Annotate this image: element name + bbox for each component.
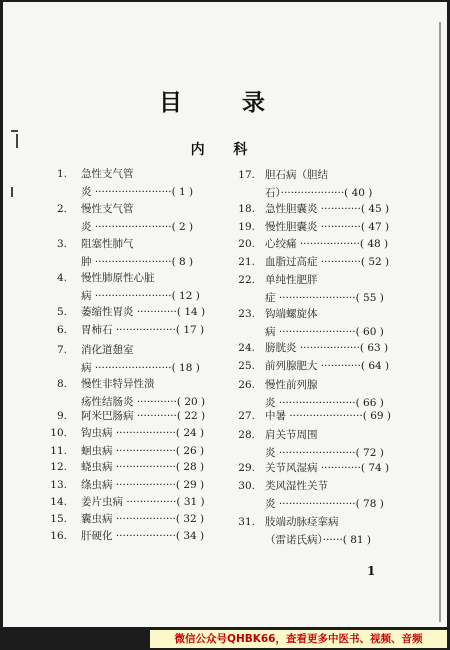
toc-entry-number: 31. — [238, 516, 255, 528]
toc-entry-number: 22. — [238, 274, 255, 286]
toc-entry-number: 12. — [50, 461, 67, 473]
toc-entry-number: 20. — [238, 238, 255, 250]
toc-entry-text: 钩虫病 ··················( 24 ) — [81, 427, 205, 439]
toc-entry-number: 9. — [56, 410, 67, 422]
document-page — [3, 2, 447, 627]
toc-entry-number: 5. — [56, 306, 67, 318]
toc-entry-number: 19. — [238, 221, 255, 233]
toc-entry-number: 8. — [56, 378, 67, 390]
watermark-banner: 微信公众号QHBK66，查看更多中医书、视频、音频 — [150, 630, 447, 648]
toc-entry-text: 血脂过高症 ············( 52 ) — [265, 256, 390, 268]
toc-entry-text: 炎 ·······················( 78 ) — [265, 498, 384, 510]
toc-entry-text: 慢性胆囊炎 ············( 47 ) — [265, 221, 390, 233]
toc-entry-text: 消化道憩室 — [81, 344, 134, 356]
toc-entry-number: 29. — [238, 462, 255, 474]
toc-entry-text: 萎缩性胃炎 ············( 14 ) — [81, 306, 206, 318]
toc-entry-number: 11. — [50, 445, 67, 457]
toc-entry-text: 蛔虫病 ··················( 26 ) — [81, 445, 205, 457]
toc-entry-text: 胆石病（胆结 — [265, 169, 328, 181]
scan-mark — [11, 130, 18, 132]
toc-entry-number: 30. — [238, 480, 255, 492]
toc-entry-text: 类风湿性关节 — [265, 480, 328, 492]
scan-mark — [11, 187, 13, 197]
toc-entry-text: 肩关节周围 — [265, 429, 318, 441]
toc-entry-text: 心绞痛 ··················( 48 ) — [265, 238, 389, 250]
toc-entry-number: 14. — [50, 496, 67, 508]
toc-entry-text: 炎 ·······················( 1 ) — [81, 186, 194, 198]
page-number: 1 — [367, 564, 376, 578]
toc-entry-number: 13. — [50, 479, 67, 491]
toc-entry-number: 6. — [56, 324, 67, 336]
page-title: 目 录 — [158, 89, 291, 116]
toc-entry-number: 4. — [56, 272, 67, 284]
section-heading: 内 科 — [190, 142, 260, 158]
toc-entry-text: 囊虫病 ··················( 32 ) — [81, 513, 205, 525]
toc-entry-text: 慢性非特异性溃 — [81, 378, 155, 390]
toc-entry-number: 25. — [238, 360, 255, 372]
toc-entry-text: 病 ·······················( 60 ) — [265, 326, 384, 338]
toc-entry-text: 急性胆囊炎 ············( 45 ) — [265, 203, 390, 215]
toc-entry-text: 症 ·······················( 55 ) — [265, 292, 384, 304]
toc-entry-text: 单纯性肥胖 — [265, 274, 318, 286]
toc-entry-number: 3. — [56, 238, 67, 250]
toc-entry-number: 17. — [238, 169, 255, 181]
toc-entry-number: 10. — [50, 427, 67, 439]
toc-entry-text: 肿 ·······················( 8 ) — [81, 256, 194, 268]
toc-entry-number: 27. — [238, 410, 255, 422]
toc-entry-text: 炎 ·······················( 2 ) — [81, 221, 194, 233]
toc-entry-text: 病 ·······················( 12 ) — [81, 290, 200, 302]
toc-entry-number: 23. — [238, 308, 255, 320]
toc-entry-text: 钩端螺旋体 — [265, 308, 318, 320]
toc-entry-number: 2. — [56, 203, 67, 215]
toc-entry-text: 炎 ·······················( 72 ) — [265, 447, 384, 459]
toc-entry-number: 28. — [238, 429, 255, 441]
toc-entry-number: 7. — [56, 344, 67, 356]
toc-entry-text: 肝硬化 ··················( 34 ) — [81, 530, 205, 542]
toc-entry-text: 疡性结肠炎 ············( 20 ) — [81, 396, 206, 408]
toc-entry-text: 关节风湿病 ············( 74 ) — [265, 462, 390, 474]
toc-entry-text: 急性支气管 — [81, 168, 134, 180]
toc-entry-number: 1. — [56, 168, 67, 180]
toc-entry-text: 绦虫病 ··················( 29 ) — [81, 479, 205, 491]
toc-entry-text: 中暑 ······················( 69 ) — [265, 410, 391, 422]
toc-entry-text: 慢性肺原性心脏 — [81, 272, 155, 284]
toc-entry-number: 26. — [238, 379, 255, 391]
toc-entry-text: 胃柿石 ··················( 17 ) — [81, 324, 205, 336]
toc-entry-text: 炎 ·······················( 66 ) — [265, 397, 384, 409]
toc-entry-number: 16. — [50, 530, 67, 542]
toc-entry-number: 24. — [238, 342, 255, 354]
toc-entry-text: 蛲虫病 ··················( 28 ) — [81, 461, 205, 473]
toc-entry-number: 18. — [238, 203, 255, 215]
toc-entry-text: 石）···················( 40 ) — [265, 187, 373, 199]
toc-entry-text: 膀胱炎 ··················( 63 ) — [265, 342, 389, 354]
toc-entry-text: 阿米巴肠病 ············( 22 ) — [81, 410, 206, 422]
toc-entry-text: 病 ·······················( 18 ) — [81, 362, 200, 374]
toc-entry-text: 阻塞性肺气 — [81, 238, 134, 250]
toc-entry-text: 肢端动脉痉挛病 — [265, 516, 339, 528]
toc-entry-text: 前列腺肥大 ············( 64 ) — [265, 360, 390, 372]
toc-entry-text: （雷诺氏病）······( 81 ) — [265, 534, 372, 546]
toc-entry-text: 姜片虫病 ···············( 31 ) — [81, 496, 205, 508]
toc-entry-text: 慢性支气管 — [81, 203, 134, 215]
toc-entry-number: 15. — [50, 513, 67, 525]
toc-entry-text: 慢性前列腺 — [265, 379, 318, 391]
toc-entry-number: 21. — [238, 256, 255, 268]
